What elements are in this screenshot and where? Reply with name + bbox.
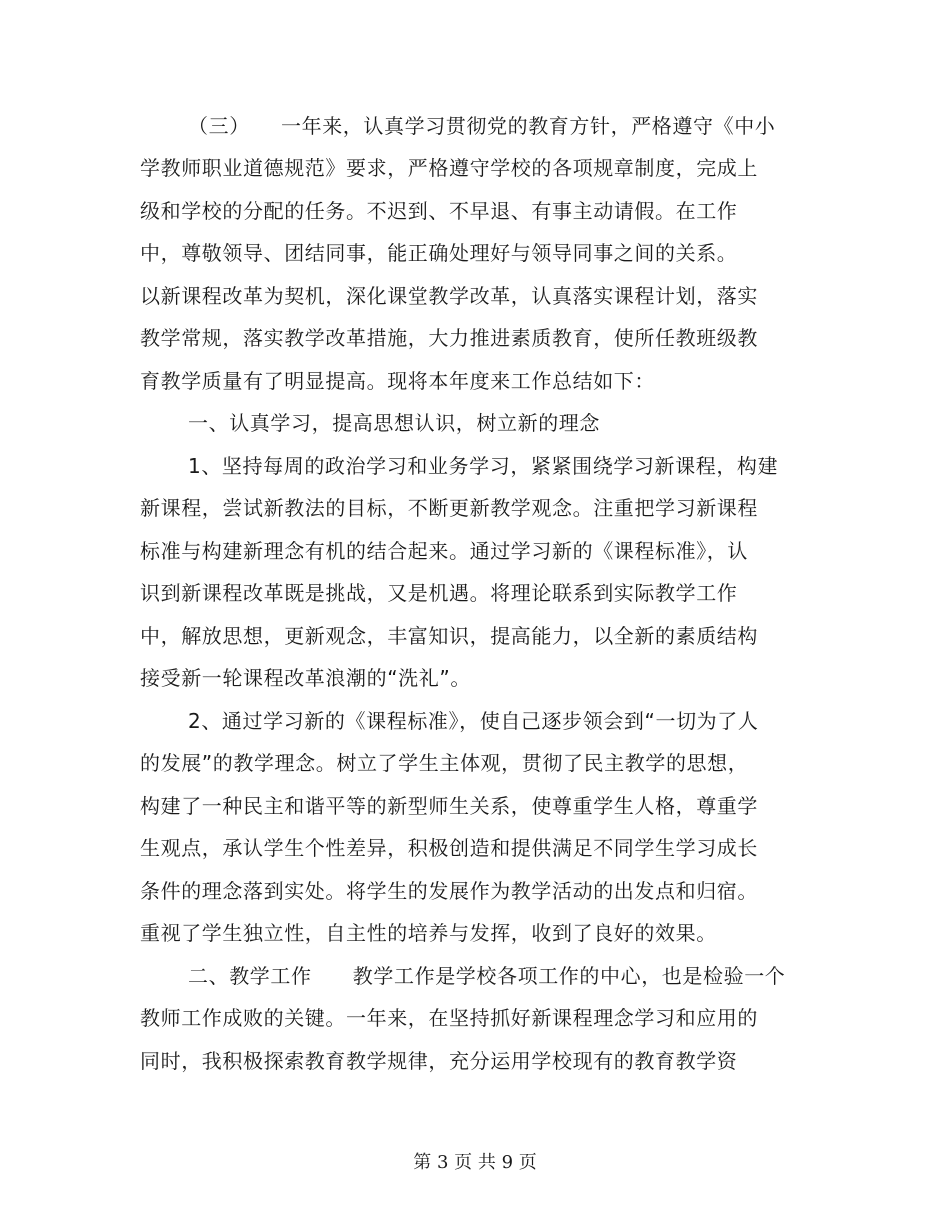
- text-line: 条件的理念落到实处。将学生的发展作为教学活动的出发点和归宿。: [140, 879, 758, 903]
- text-line: 育教学质量有了明显提高。现将本年度来工作总结如下：: [140, 369, 655, 393]
- text-line: （三） 一年来，认真学习贯彻党的教育方针，严格遵守《中小: [188, 114, 776, 138]
- text-line: 生观点，承认学生个性差异，积极创造和提供满足不同学生学习成长: [140, 836, 758, 860]
- text-line: 中，解放思想，更新观念，丰富知识，提高能力，以全新的素质结构: [140, 624, 758, 648]
- text-line: 级和学校的分配的任务。不迟到、不早退、有事主动请假。在工作: [140, 199, 738, 223]
- text-line: 的发展”的教学理念。树立了学生主体观，贯彻了民主教学的思想，: [140, 751, 749, 775]
- text-line: 教学常规，落实教学改革措施，大力推进素质教育，使所任教班级教: [140, 326, 758, 350]
- text-line: 标准与构建新理念有机的结合起来。通过学习新的《课程标准》，认: [140, 539, 748, 563]
- text-line: 中，尊敬领导、团结同事，能正确处理好与领导同事之间的关系。: [140, 241, 738, 265]
- text-line: 以新课程改革为契机，深化课堂教学改革，认真落实课程计划，落实: [140, 284, 758, 308]
- text-line: 同时，我积极探索教育教学规律，充分运用学校现有的教育教学资: [140, 1049, 738, 1073]
- text-line: 接受新一轮课程改革浪潮的“洗礼”。: [140, 666, 471, 690]
- text-line: 二、教学工作 教学工作是学校各项工作的中心，也是检验一个: [188, 964, 786, 988]
- text-line: 构建了一种民主和谐平等的新型师生关系，使尊重学生人格，尊重学: [140, 794, 758, 818]
- text-line: 1、坚持每周的政治学习和业务学习，紧紧围绕学习新课程，构建: [188, 454, 779, 478]
- text-line: 教师工作成败的关键。一年来，在坚持抓好新课程理念学习和应用的: [140, 1006, 758, 1030]
- page-number-footer: 第 3 页 共 9 页: [413, 1152, 537, 1173]
- text-line: 2、通过学习新的《课程标准》，使自己逐步领会到“一切为了人: [188, 709, 759, 733]
- text-line: 学教师职业道德规范》要求，严格遵守学校的各项规章制度，完成上: [140, 156, 758, 180]
- text-line: 重视了学生独立性，自主性的培养与发挥，收到了良好的效果。: [140, 921, 717, 945]
- section-heading: 一、认真学习，提高思想认识，树立新的理念: [188, 411, 600, 435]
- text-line: 新课程，尝试新教法的目标，不断更新教学观念。注重把学习新课程: [140, 496, 758, 520]
- text-line: 识到新课程改革既是挑战，又是机遇。将理论联系到实际教学工作: [140, 581, 738, 605]
